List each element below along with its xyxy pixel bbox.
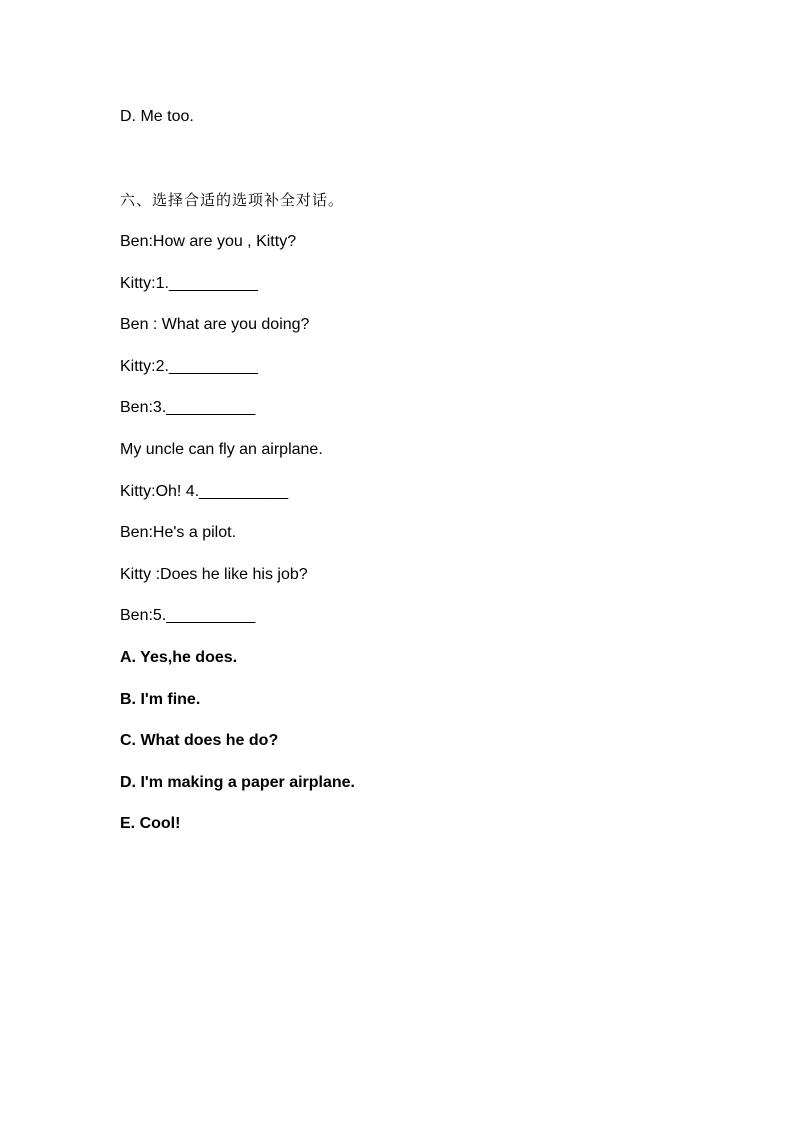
dialogue-line: Ben:5.__________ <box>120 607 256 624</box>
dialogue-line: Kitty:1.__________ <box>120 275 258 292</box>
answer-option-d: D. I'm making a paper airplane. <box>120 774 355 791</box>
dialogue-line: Kitty :Does he like his job? <box>120 566 308 583</box>
dialogue-line: Kitty:Oh! 4.__________ <box>120 483 289 500</box>
dialogue-line: Ben:3.__________ <box>120 399 256 416</box>
answer-option-a: A. Yes,he does. <box>120 649 238 666</box>
dialogue-line: Ben:He's a pilot. <box>120 524 237 541</box>
dialogue-line: My uncle can fly an airplane. <box>120 441 323 458</box>
answer-option-c: C. What does he do? <box>120 732 279 749</box>
answer-option-b: B. I'm fine. <box>120 691 201 708</box>
answer-option-e: E. Cool! <box>120 815 181 832</box>
dialogue-line: Ben:How are you , Kitty? <box>120 233 297 250</box>
dialogue-line: Ben : What are you doing? <box>120 316 310 333</box>
dialogue-line: Kitty:2.__________ <box>120 358 258 375</box>
previous-option-d: D. Me too. <box>120 108 194 125</box>
section-heading: 六、选择合适的选项补全对话。 <box>120 191 345 209</box>
